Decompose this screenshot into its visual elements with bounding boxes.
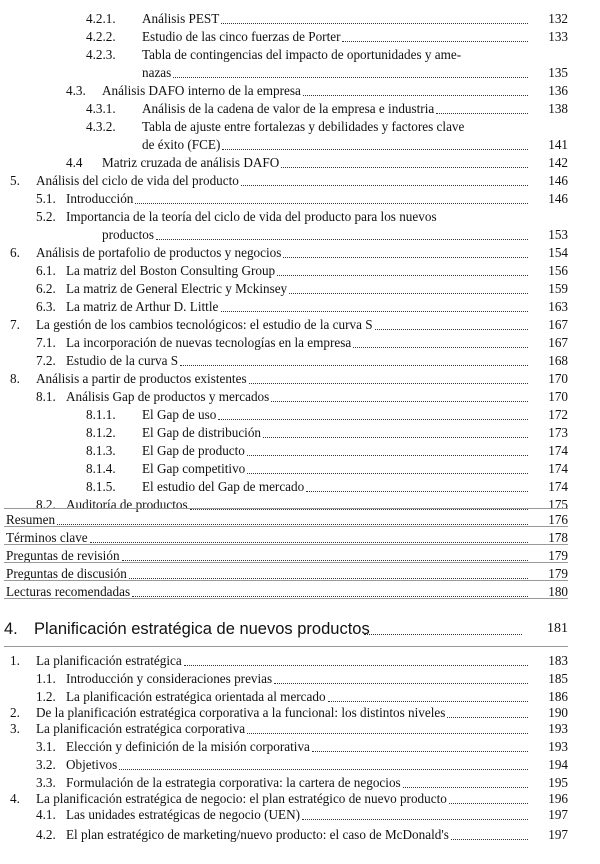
- toc-entry: [36, 280, 568, 298]
- entry-number: 8.1.5.: [86, 479, 116, 494]
- entry-page-number: 138: [548, 101, 568, 116]
- entry-title: Lecturas recomendadas: [6, 584, 131, 599]
- toc-entry: [36, 208, 568, 226]
- entry-title: La matriz de General Electric y Mckinsey: [66, 281, 288, 296]
- entry-page-number: 176: [548, 512, 568, 527]
- dot-leader: [303, 95, 528, 96]
- dot-leader: [249, 383, 528, 384]
- entry-page-number: 190: [548, 705, 568, 720]
- entry-number: 3.2.: [36, 757, 56, 772]
- dot-leader: [247, 455, 528, 456]
- entry-page-number: 153: [548, 227, 568, 242]
- entry-page-number: 180: [548, 584, 568, 599]
- entry-page-number: 195: [548, 775, 568, 790]
- entry-title: Análisis PEST: [142, 11, 220, 26]
- chapter-heading: [4, 617, 568, 641]
- toc-entry: [66, 82, 568, 100]
- entry-title: Introducción: [66, 191, 134, 206]
- entry-title: Términos clave: [6, 530, 88, 545]
- entry-title: La planificación estratégica: [36, 653, 182, 668]
- toc-entry: [36, 262, 568, 280]
- entry-title: El plan estratégico de marketing/nuevo producto: el caso de McDonald's: [66, 827, 449, 842]
- entry-title: El Gap de distribución: [142, 425, 262, 440]
- entry-number: 4.3.: [66, 83, 86, 98]
- entry-title: El Gap competitivo: [142, 461, 246, 476]
- dot-leader: [156, 239, 528, 240]
- entry-number: 4.1.: [36, 807, 56, 822]
- toc-entry: [116, 136, 568, 154]
- entry-title: Tabla de ajuste entre fortalezas y debilidades y factores clave: [142, 119, 465, 134]
- dot-leader: [263, 437, 528, 438]
- entry-page-number: 193: [548, 739, 568, 754]
- toc-entry: [116, 64, 568, 82]
- divider: [4, 646, 568, 647]
- dot-leader: [283, 257, 528, 258]
- entry-page-number: 185: [548, 671, 568, 686]
- dot-leader: [90, 542, 528, 543]
- dot-leader: [449, 803, 528, 804]
- entry-number: 7.1.: [36, 335, 56, 350]
- entry-title: Importancia de la teoría del ciclo de vida del producto para los nuevos: [66, 209, 437, 224]
- chapter-title: Planificación estratégica de nuevos productos: [34, 620, 370, 638]
- entry-number: 7.: [10, 317, 20, 332]
- divider: [4, 544, 568, 545]
- divider: [4, 508, 568, 509]
- entry-number: 6.1.: [36, 263, 56, 278]
- dot-leader: [281, 167, 528, 168]
- entry-page-number: 194: [548, 757, 568, 772]
- entry-title: Preguntas de revisión: [6, 548, 120, 563]
- dot-leader: [221, 311, 528, 312]
- dot-leader: [122, 560, 528, 561]
- entry-page-number: 174: [548, 443, 568, 458]
- toc-entry: [86, 118, 568, 136]
- entry-page-number: 179: [548, 566, 568, 581]
- entry-number: 3.3.: [36, 775, 56, 790]
- entry-title: El Gap de uso: [142, 407, 217, 422]
- entry-number: 8.2.: [36, 497, 56, 512]
- entry-page-number: 197: [548, 827, 568, 842]
- entry-number: 8.1.: [36, 389, 56, 404]
- entry-page-number: 186: [548, 689, 568, 704]
- entry-title: nazas: [142, 65, 172, 80]
- entry-title: El estudio del Gap de mercado: [142, 479, 305, 494]
- entry-number: 8.1.3.: [86, 443, 116, 458]
- toc-entry: [36, 826, 568, 844]
- entry-title: La incorporación de nuevas tecnologías en la empresa: [66, 335, 352, 350]
- entry-page-number: 136: [548, 83, 568, 98]
- chapter-leader: [364, 634, 522, 635]
- entry-number: 8.: [10, 371, 20, 386]
- dot-leader: [184, 665, 528, 666]
- entry-title: La planificación estratégica corporativa: [36, 721, 246, 736]
- entry-number: 5.1.: [36, 191, 56, 206]
- entry-number: 8.1.4.: [86, 461, 116, 476]
- entry-number: 1.: [10, 653, 20, 668]
- entry-title: Auditoría de productos: [66, 497, 188, 512]
- entry-title: Análisis del ciclo de vida del producto: [36, 173, 239, 188]
- dot-leader: [451, 839, 528, 840]
- entry-number: 1.1.: [36, 671, 56, 686]
- entry-page-number: 174: [548, 479, 568, 494]
- entry-number: 7.2.: [36, 353, 56, 368]
- entry-page-number: 146: [548, 173, 568, 188]
- dot-leader: [247, 733, 528, 734]
- entry-number: 4.3.2.: [86, 119, 116, 134]
- entry-title: Estudio de la curva S: [66, 353, 179, 368]
- dot-leader: [277, 275, 528, 276]
- dot-leader: [302, 819, 528, 820]
- dot-leader: [328, 701, 528, 702]
- entry-page-number: 175: [548, 497, 568, 512]
- dot-leader: [222, 149, 528, 150]
- entry-number: 4.2.: [36, 827, 56, 842]
- toc-entry: [10, 720, 568, 738]
- toc-entry: [10, 172, 568, 190]
- entry-number: 6.2.: [36, 281, 56, 296]
- entry-page-number: 170: [548, 389, 568, 404]
- entry-number: 5.: [10, 173, 20, 188]
- entry-page-number: 163: [548, 299, 568, 314]
- toc-entry: [36, 298, 568, 316]
- entry-number: 1.2.: [36, 689, 56, 704]
- entry-page-number: 142: [548, 155, 568, 170]
- chapter-number: 4.: [4, 620, 18, 638]
- dot-leader: [180, 365, 528, 366]
- entry-number: 4.2.1.: [86, 11, 116, 26]
- toc-entry: [86, 406, 568, 424]
- entry-number: 5.2.: [36, 209, 56, 224]
- entry-page-number: 179: [548, 548, 568, 563]
- chapter-page: 181: [547, 621, 568, 636]
- toc-entry: [36, 334, 568, 352]
- dot-leader: [353, 347, 528, 348]
- entry-title: Formulación de la estrategia corporativa: la cartera de negocios: [66, 775, 401, 790]
- entry-number: 3.1.: [36, 739, 56, 754]
- dot-leader: [221, 23, 528, 24]
- dot-leader: [132, 596, 528, 597]
- entry-page-number: 183: [548, 653, 568, 668]
- dot-leader: [119, 769, 528, 770]
- entry-page-number: 133: [548, 29, 568, 44]
- entry-title: Resumen: [6, 512, 56, 527]
- toc-entry: [36, 806, 568, 824]
- entry-number: 4.: [10, 791, 20, 806]
- dot-leader: [447, 717, 528, 718]
- entry-number: 8.1.1.: [86, 407, 116, 422]
- entry-page-number: 193: [548, 721, 568, 736]
- entry-title: Análisis a partir de productos existentes: [36, 371, 247, 386]
- entry-title: Elección y definición de la misión corporativa: [66, 739, 310, 754]
- entry-number: 6.3.: [36, 299, 56, 314]
- entry-title: productos: [102, 227, 155, 242]
- toc-entry: [86, 28, 568, 46]
- entry-title: Objetivos: [66, 757, 118, 772]
- entry-page-number: 141: [548, 137, 568, 152]
- entry-page-number: 167: [548, 317, 568, 332]
- toc-entry: [86, 442, 568, 460]
- entry-number: 8.1.2.: [86, 425, 116, 440]
- dot-leader: [312, 751, 528, 752]
- toc-entry: [36, 738, 568, 756]
- toc-entry: [86, 46, 568, 64]
- toc-entry: [36, 670, 568, 688]
- entry-number: 2.: [10, 705, 20, 720]
- entry-page-number: 172: [548, 407, 568, 422]
- entry-title: Tabla de contingencias del impacto de oportunidades y ame-: [142, 47, 462, 62]
- entry-title: de éxito (FCE): [142, 137, 221, 152]
- divider: [4, 598, 568, 599]
- entry-number: 4.2.3.: [86, 47, 116, 62]
- entry-page-number: 167: [548, 335, 568, 350]
- toc-entry: [36, 352, 568, 370]
- toc-entry: [86, 460, 568, 478]
- toc-entry: [10, 370, 568, 388]
- entry-title: Análisis Gap de productos y mercados: [66, 389, 270, 404]
- entry-page-number: 196: [548, 791, 568, 806]
- divider: [4, 562, 568, 563]
- dot-leader: [271, 401, 528, 402]
- entry-page-number: 174: [548, 461, 568, 476]
- entry-page-number: 154: [548, 245, 568, 260]
- entry-page-number: 156: [548, 263, 568, 278]
- entry-number: 6.: [10, 245, 20, 260]
- entry-number: 3.: [10, 721, 20, 736]
- dot-leader: [289, 293, 528, 294]
- dot-leader: [247, 473, 528, 474]
- dot-leader: [241, 185, 528, 186]
- dot-leader: [190, 509, 528, 510]
- toc-entry: [66, 154, 568, 172]
- dot-leader: [135, 203, 528, 204]
- entry-number: 4.3.1.: [86, 101, 116, 116]
- entry-page-number: 168: [548, 353, 568, 368]
- entry-title: De la planificación estratégica corporativa a la funcional: los distintos niveles: [36, 705, 446, 720]
- entry-title: La gestión de los cambios tecnológicos: el estudio de la curva S: [36, 317, 373, 332]
- toc-entry: [86, 478, 568, 496]
- entry-page-number: 132: [548, 11, 568, 26]
- entry-title: El Gap de producto: [142, 443, 245, 458]
- dot-leader: [403, 787, 528, 788]
- entry-title: Análisis de portafolio de productos y negocios: [36, 245, 282, 260]
- entry-page-number: 135: [548, 65, 568, 80]
- entry-page-number: 178: [548, 530, 568, 545]
- toc-entry: [10, 316, 568, 334]
- dot-leader: [57, 524, 528, 525]
- toc-entry: [36, 190, 568, 208]
- entry-title: Estudio de las cinco fuerzas de Porter: [142, 29, 341, 44]
- entry-title: Análisis DAFO interno de la empresa: [102, 83, 301, 98]
- divider: [4, 526, 568, 527]
- entry-number: 4.2.2.: [86, 29, 116, 44]
- entry-title: La matriz de Arthur D. Little: [66, 299, 219, 314]
- dot-leader: [129, 578, 528, 579]
- entry-title: Introducción y consideraciones previas: [66, 671, 273, 686]
- entry-page-number: 173: [548, 425, 568, 440]
- toc-entry: [10, 652, 568, 670]
- entry-title: Matriz cruzada de análisis DAFO: [102, 155, 280, 170]
- toc-entry: [66, 226, 568, 244]
- entry-title: La planificación estratégica orientada al mercado: [66, 689, 326, 704]
- toc-entry: [86, 424, 568, 442]
- dot-leader: [218, 419, 528, 420]
- entry-title: Las unidades estratégicas de negocio (UEN): [66, 807, 300, 822]
- entry-page-number: 146: [548, 191, 568, 206]
- entry-number: 4.4: [66, 155, 83, 170]
- dot-leader: [306, 491, 528, 492]
- entry-page-number: 159: [548, 281, 568, 296]
- entry-page-number: 197: [548, 807, 568, 822]
- dot-leader: [274, 683, 528, 684]
- dot-leader: [173, 77, 528, 78]
- entry-title: Análisis de la cadena de valor de la empresa e industria: [142, 101, 435, 116]
- entry-title: Preguntas de discusión: [6, 566, 127, 581]
- toc-entry: [10, 244, 568, 262]
- toc-entry: [86, 10, 568, 28]
- toc-entry: [36, 388, 568, 406]
- dot-leader: [375, 329, 528, 330]
- dot-leader: [342, 41, 528, 42]
- entry-title: La matriz del Boston Consulting Group: [66, 263, 276, 278]
- toc-entry: [36, 756, 568, 774]
- entry-title: La planificación estratégica de negocio: el plan estratégico de nuevo producto: [36, 791, 447, 806]
- dot-leader: [436, 113, 528, 114]
- toc-entry: [86, 100, 568, 118]
- entry-page-number: 170: [548, 371, 568, 386]
- divider: [4, 580, 568, 581]
